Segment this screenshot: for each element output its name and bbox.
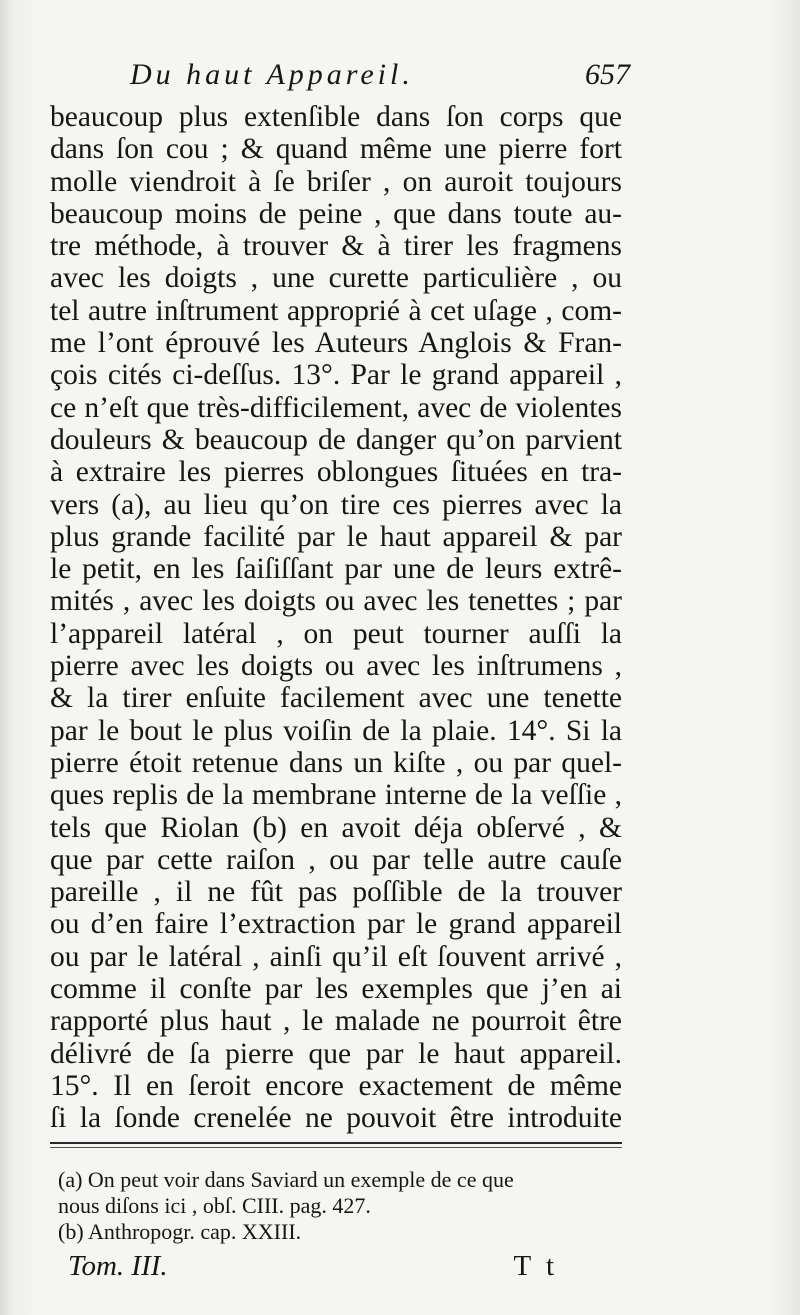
text-line: mités , avec les doigts ou avec les tenettes ; par	[50, 585, 622, 618]
footnotes	[58, 1167, 622, 1245]
text-line: ce n’eſt que très-difficilement, avec de violentes	[50, 391, 622, 424]
text-line: vers (a), au lieu qu’on tire ces pierres avec la	[50, 488, 622, 521]
text-line: par le bout le plus voiſin de la plaie. 14°. Si la	[50, 714, 622, 747]
footnote-a-line-1: (a) On peut voir dans Saviard un exemple de ce que	[58, 1167, 514, 1192]
main-text	[50, 101, 622, 1135]
text-line: ſi la ſonde crenelée ne pouvoit être introduite	[50, 1102, 622, 1135]
text-line: délivré de ſa pierre que par le haut appareil.	[50, 1037, 622, 1070]
text-line: tel autre inſtrument approprié à cet uſage , com-	[50, 294, 622, 327]
footnote-a-line-2: nous diſons ici , obſ. CIII. pag. 427.	[58, 1193, 371, 1218]
text-line: beaucoup moins de peine , que dans toute au-	[50, 197, 622, 230]
text-line: & la tirer enſuite facilement avec une tenette	[50, 682, 622, 715]
footnote-b-line-1: (b) Anthropogr. cap. XXIII.	[58, 1219, 302, 1244]
text-line: douleurs & beaucoup de danger qu’on parvient	[50, 423, 622, 456]
text-line: le petit, en les ſaiſiſſant par une de leurs extrê-	[50, 553, 622, 586]
text-line: à extraire les pierres oblongues ſituées en tra-	[50, 456, 622, 489]
text-line: pareille , il ne fût pas poſſible de la trouver	[50, 876, 622, 909]
text-line: tre méthode, à trouver & à tirer les fragmens	[50, 230, 622, 263]
text-line: comme il conſte par les exemples que j’en ai	[50, 973, 622, 1006]
text-line: tels que Riolan (b) en avoit déja obſervé , &	[50, 811, 622, 844]
text-line: molle viendroit à ſe briſer , on auroit toujours	[50, 165, 622, 198]
signature-mark: T t	[513, 1250, 558, 1282]
page-header	[130, 56, 630, 100]
text-line: 15°. Il en ſeroit encore exactement de même	[50, 1069, 622, 1102]
text-line: plus grande facilité par le haut appareil & par	[50, 520, 622, 553]
volume-mark: Tom. III.	[68, 1250, 168, 1282]
text-line: que par cette raiſon , ou par telle autre cauſe	[50, 843, 622, 876]
text-line: pierre avec les doigts ou avec les inſtrumens ,	[50, 650, 622, 683]
page-footer	[68, 1250, 558, 1286]
text-line: rapporté plus haut , le malade ne pourroit être	[50, 1005, 622, 1038]
text-line: avec les doigts , une curette particulière , ou	[50, 262, 622, 295]
text-line: l’appareil latéral , on peut tourner auſſi la	[50, 617, 622, 650]
text-line: beaucoup plus extenſible dans ſon corps que	[50, 101, 622, 133]
text-line: ou d’en faire l’extraction par le grand appareil	[50, 908, 622, 941]
text-line: me l’ont éprouvé les Auteurs Anglois & Fran-	[50, 327, 622, 360]
page-number: 657	[585, 58, 630, 91]
footnote-divider-secondary	[50, 1147, 622, 1148]
footnote-divider	[50, 1142, 622, 1144]
text-line: dans ſon cou ; & quand même une pierre fort	[50, 133, 622, 166]
running-title: Du haut Appareil.	[130, 58, 414, 91]
text-line: pierre étoit retenue dans un kiſte , ou par quel-	[50, 746, 622, 779]
text-line: çois cités ci-deſſus. 13°. Par le grand appareil ,	[50, 359, 622, 392]
text-line: ques replis de la membrane interne de la veſſie ,	[50, 779, 622, 812]
text-line: ou par le latéral , ainſi qu’il eſt ſouvent arrivé ,	[50, 940, 622, 973]
